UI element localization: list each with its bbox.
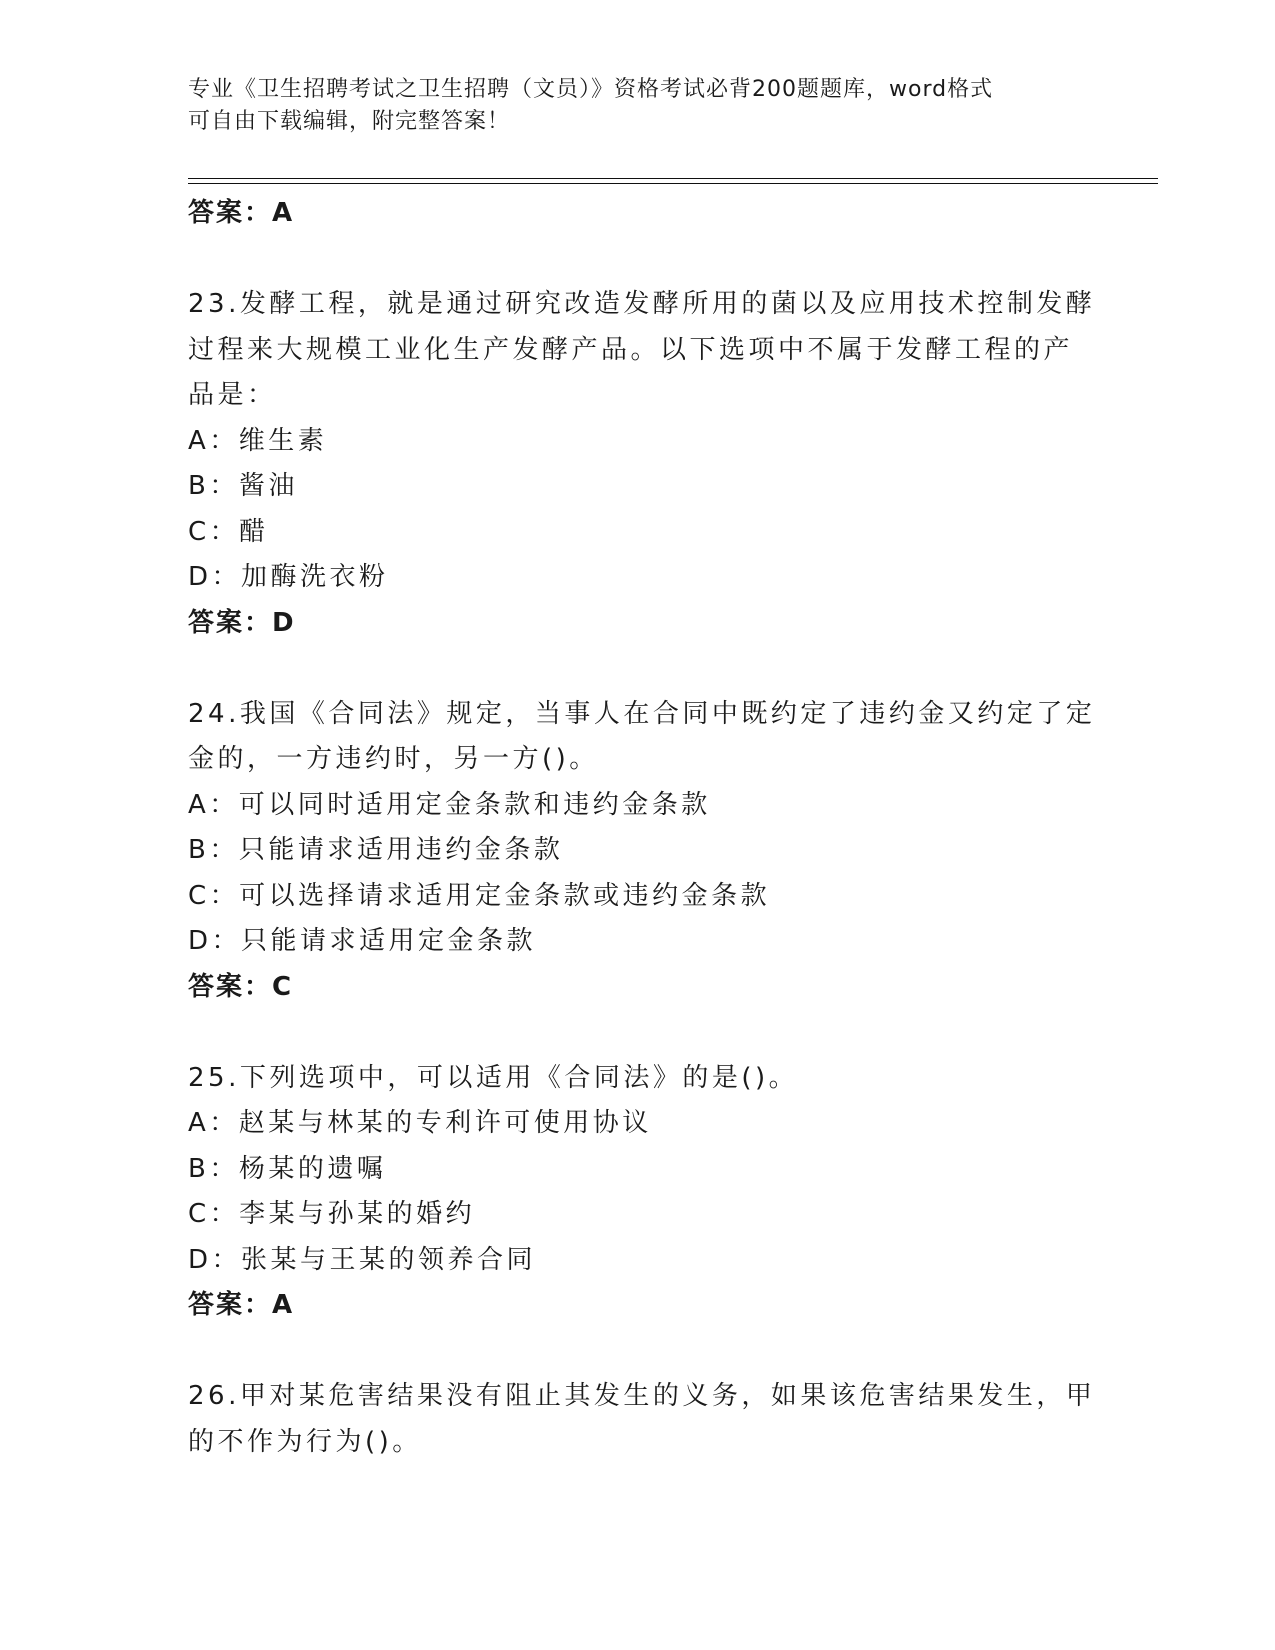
question-stem-line: 26.甲对某危害结果没有阻止其发生的义务，如果该危害结果发生，甲 [188,1381,1096,1411]
spacer [188,1010,1088,1056]
header-rule-bottom [188,183,1158,184]
question-stem-line: 24.我国《合同法》规定，当事人在合同中既约定了违约金又约定了定 [188,698,1096,729]
answer-label: 答案：A [188,1290,295,1320]
header-rule-top [188,178,1158,179]
option-c: C：李某与孙某的婚约 [188,1199,476,1229]
spacer [188,237,1088,283]
header-line-2: 可自由下载编辑，附完整答案！ [188,109,511,134]
header-line-1: 专业《卫生招聘考试之卫生招聘（文员）》资格考试必背200题题库，word格式 [188,77,994,102]
question-23 [188,282,1096,646]
option-b: B：酱油 [188,471,298,501]
document-header [188,74,1088,138]
question-stem-line: 23.发酵工程，就是通过研究改造发酵所用的菌以及应用技术控制发酵 [188,289,1096,319]
answer-label: 答案：D [188,607,296,638]
question-25 [188,1056,1088,1329]
option-b: B：只能请求适用违约金条款 [188,835,564,865]
question-stem-line: 金的，一方违约时，另一方()。 [188,744,599,774]
option-c: C：可以选择请求适用定金条款或违约金条款 [188,880,771,911]
question-stem-line: 25.下列选项中，可以适用《合同法》的是()。 [188,1062,799,1093]
question-stem-line: 品是： [188,380,277,410]
question-26 [188,1374,1096,1465]
option-a: A：赵某与林某的专利许可使用协议 [188,1108,652,1138]
question-stem-line: 过程来大规模工业化生产发酵产品。以下选项中不属于发酵工程的产 [188,334,1074,365]
option-a: A：维生素 [188,425,328,456]
option-a: A：可以同时适用定金条款和违约金条款 [188,789,711,820]
answer-label: 答案：A [188,198,295,228]
option-c: C：醋 [188,516,269,547]
question-24 [188,692,1096,1011]
question-stem-line: 的不作为行为()。 [188,1426,422,1457]
question-list [188,191,1096,1465]
option-d: D：张某与王某的领养合同 [188,1244,537,1275]
spacer [188,1329,1088,1375]
option-d: D：只能请求适用定金条款 [188,926,537,956]
option-b: B：杨某的遗嘱 [188,1153,387,1184]
option-d: D：加酶洗衣粉 [188,562,389,592]
answer-label: 答案：C [188,971,294,1002]
spacer [188,646,1088,692]
